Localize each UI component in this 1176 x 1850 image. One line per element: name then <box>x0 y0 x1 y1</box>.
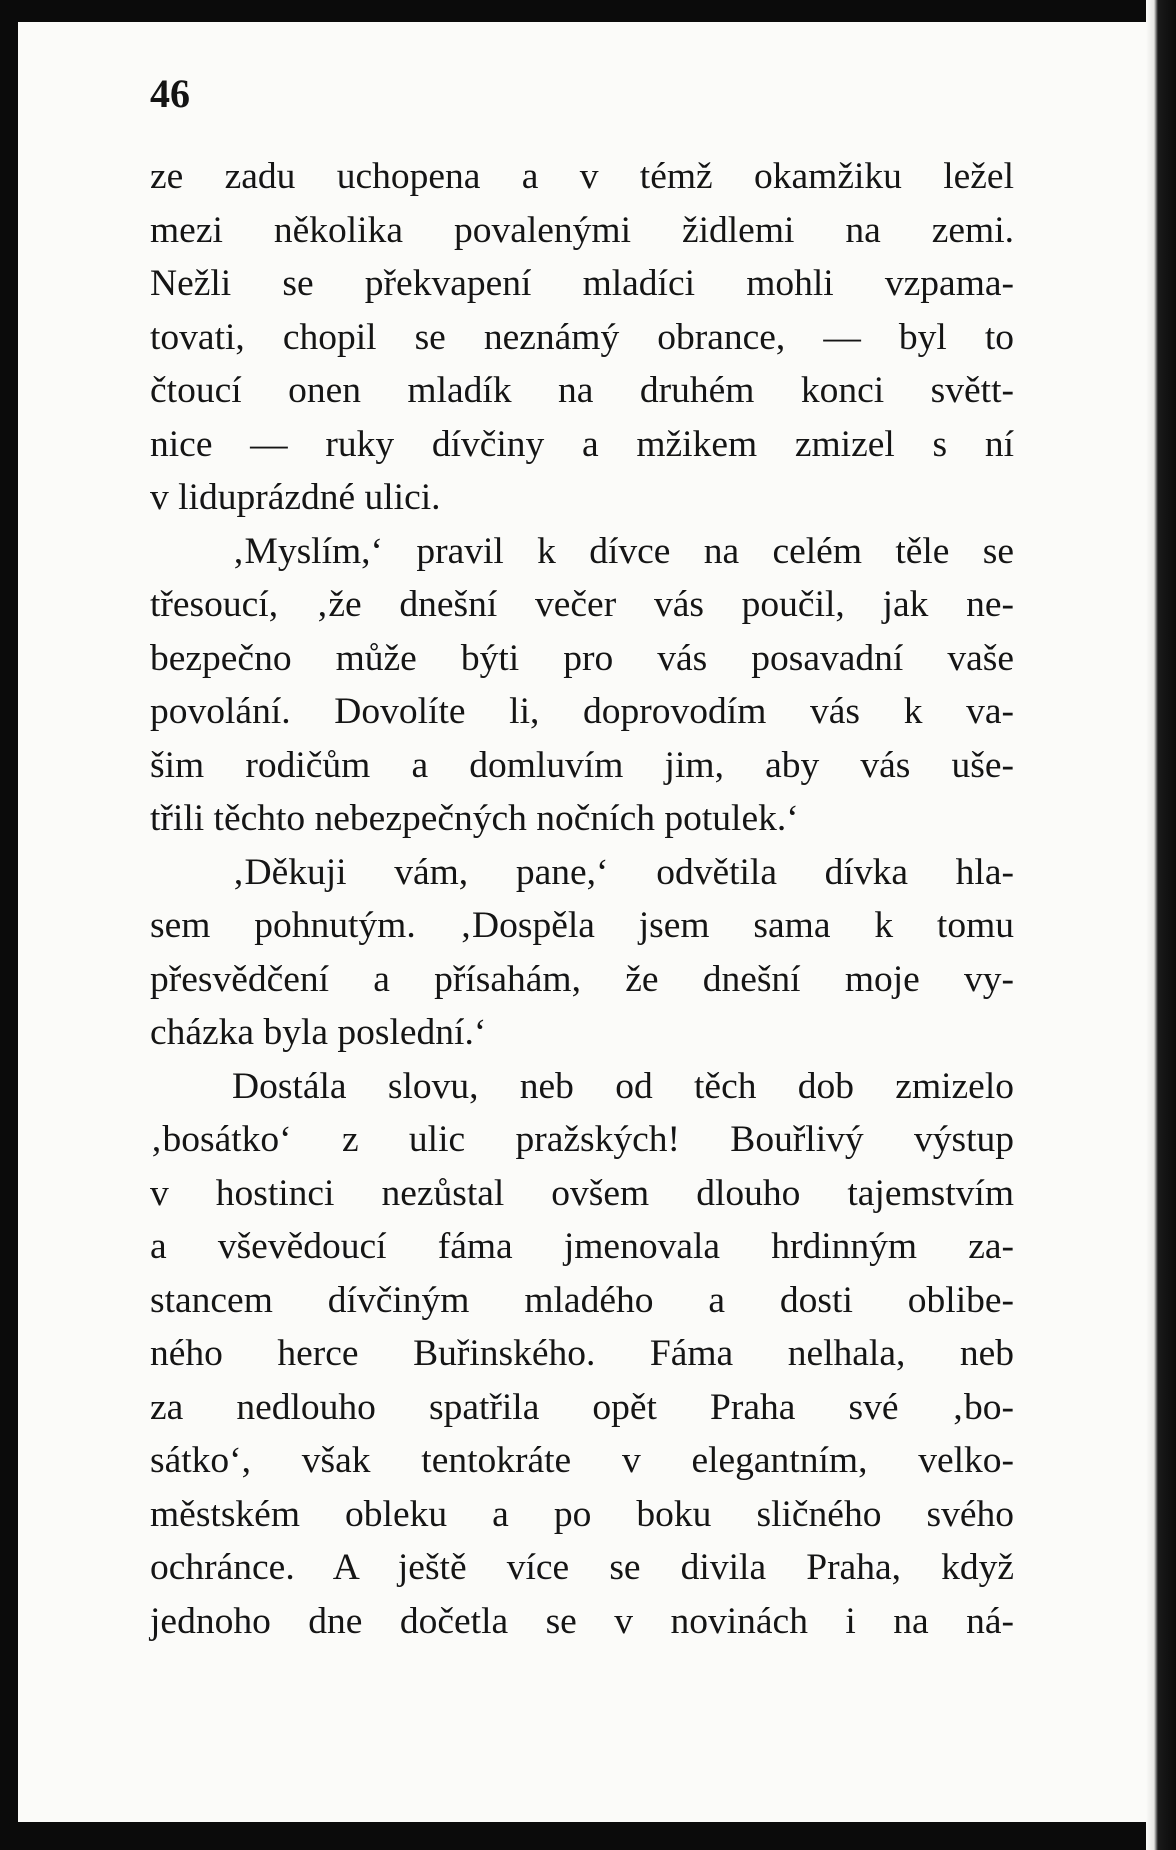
text-line: ‚Myslím,‘ pravil k dívce na celém těle se <box>232 530 1014 572</box>
text-line: povolání. Dovolíte li, doprovodím vás k va- <box>150 691 1014 732</box>
text-line: v liduprázdné ulici. <box>150 477 441 518</box>
body-text <box>150 150 1014 1648</box>
text-line: ‚Děkuji vám, pane,‘ odvětila dívka hla- <box>232 851 1014 893</box>
text-line: a vševědoucí fáma jmenovala hrdinným za- <box>150 1226 1014 1267</box>
text-line: mezi několika povalenými židlemi na zemi. <box>150 209 1014 251</box>
text-line: Nežli se překvapení mladíci mohli vzpama- <box>150 263 1014 304</box>
text-line: tovati, chopil se neznámý obrance, — byl to <box>150 316 1014 358</box>
text-line: ze zadu uchopena a v témž okamžiku ležel <box>150 156 1014 197</box>
text-line: jednoho dne dočetla se v novinách i na ná- <box>150 1600 1014 1642</box>
text-line: ‚bosátko‘ z ulic pražských! Bouřlivý výstup <box>150 1119 1014 1160</box>
text-line: sem pohnutým. ‚Dospěla jsem sama k tomu <box>150 905 1014 946</box>
text-line: sátko‘, však tentokráte v elegantním, velko- <box>150 1440 1014 1481</box>
scan-border-right <box>1146 0 1176 1850</box>
text-line: bezpečno může býti pro vás posavadní vaše <box>150 637 1014 679</box>
text-line: šim rodičům a domluvím jim, aby vás uše- <box>150 744 1014 786</box>
text-line: ného herce Buřinského. Fáma nelhala, neb <box>150 1333 1014 1374</box>
text-line: čtoucí onen mladík na druhém konci světt- <box>150 370 1014 411</box>
text-line: Dostála slovu, neb od těch dob zmizelo <box>232 1065 1014 1107</box>
text-line: v hostinci nezůstal ovšem dlouho tajemstvím <box>150 1172 1014 1214</box>
text-line: ochránce. A ještě více se divila Praha, když <box>150 1547 1014 1588</box>
text-line: cházka byla poslední.‘ <box>150 1012 487 1053</box>
text-line: za nedlouho spatřila opět Praha své ‚bo- <box>150 1386 1014 1428</box>
text-line: stancem dívčiným mladého a dosti oblibe- <box>150 1279 1014 1321</box>
text-line: nice — ruky dívčiny a mžikem zmizel s ní <box>150 423 1014 465</box>
text-line: přesvědčení a přísahám, že dnešní moje vy- <box>150 958 1014 1000</box>
page-number: 46 <box>150 71 190 116</box>
text-line: třesoucí, ‚že dnešní večer vás poučil, jak ne- <box>150 584 1014 625</box>
text-line: třili těchto nebezpečných nočních potulek.‘ <box>150 798 799 839</box>
text-line: městském obleku a po boku sličného svého <box>150 1493 1014 1535</box>
